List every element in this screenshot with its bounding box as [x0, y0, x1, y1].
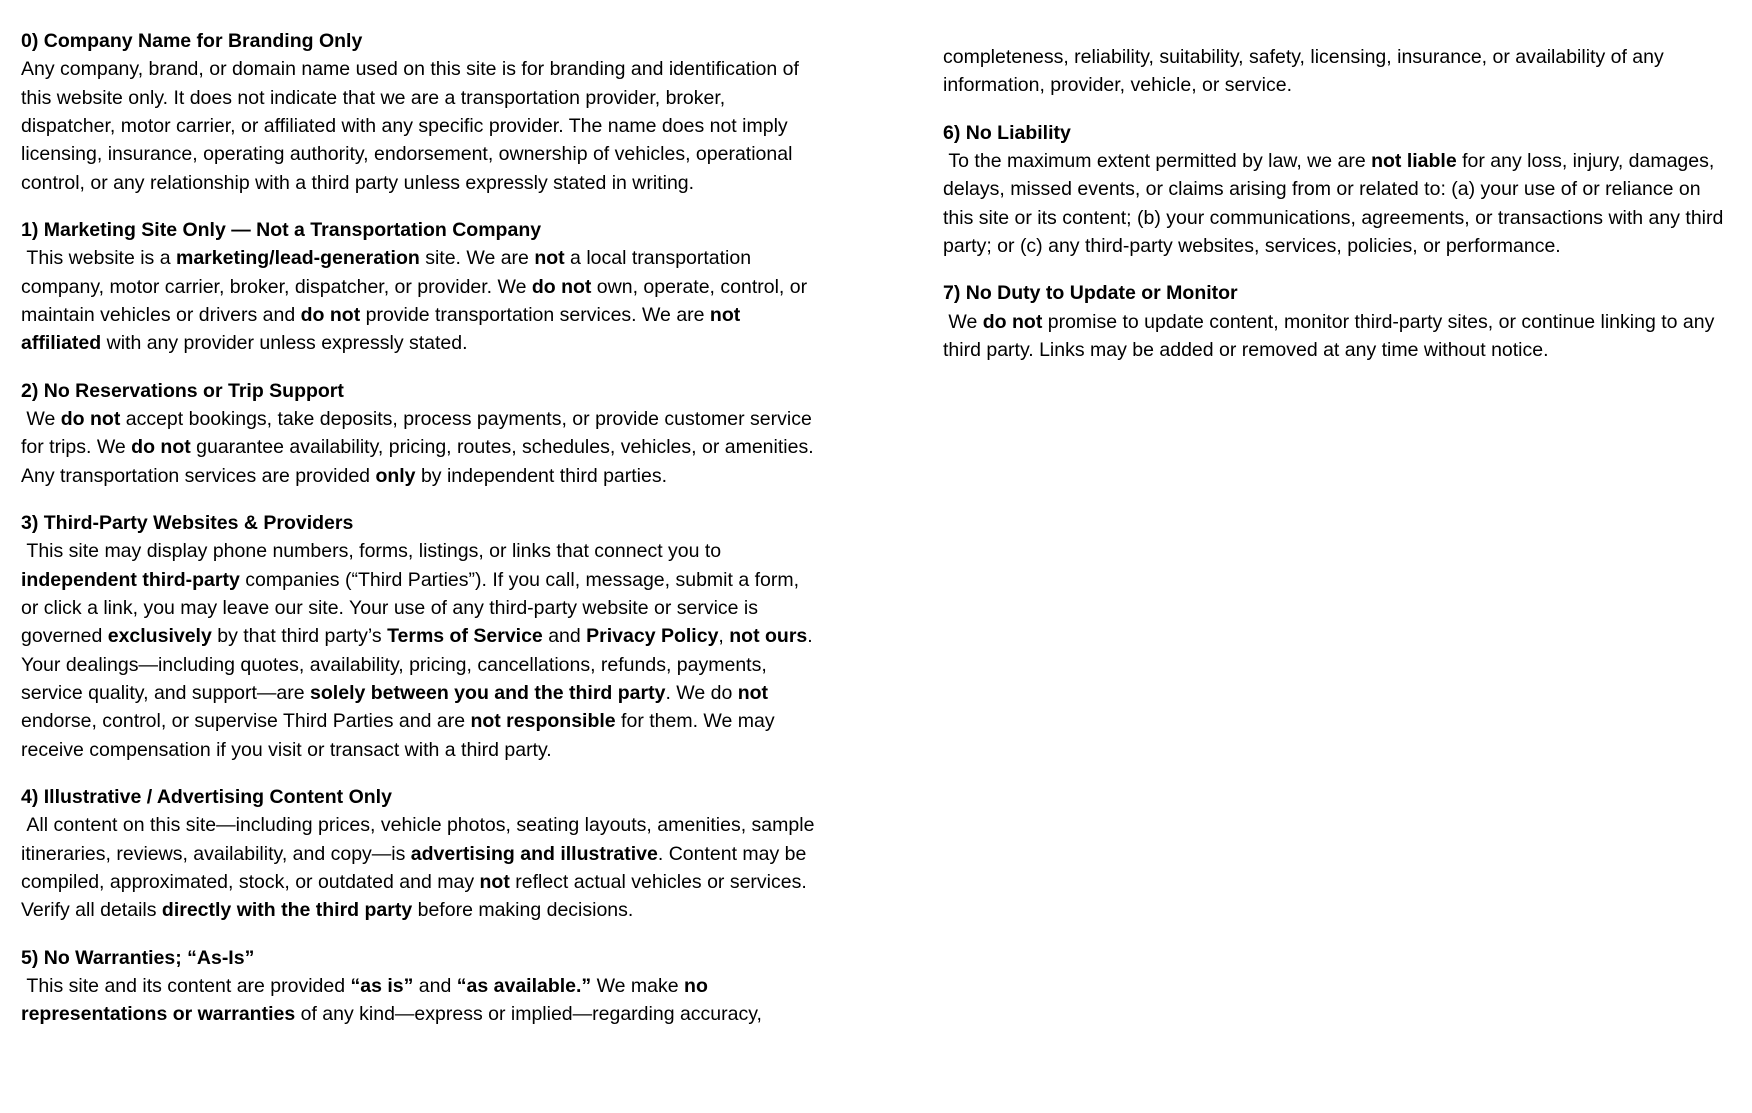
disclaimer-section: [21, 783, 821, 925]
section-paragraph: To the maximum extent permitted by law, we are not liable for any loss, injury, damages, delays, missed events, or claims arising from or related to: (a) your use of or reliance on this site or its content; (b) your communications, agreements, or transactions with any third party; or (c) any third-party websites, services, policies, or performance.: [943, 149, 1729, 257]
section-paragraph: We do not promise to update content, monitor third-party sites, or continue linking to any third party. Links may be added or removed at any time without notice.: [943, 310, 1720, 361]
disclaimer-section: [21, 509, 821, 764]
disclaimer-section: [21, 27, 821, 197]
section-paragraph: This site may display phone numbers, forms, listings, or links that connect you to independent third-party companies (“Third Parties”). If you call, message, submit a form, or click a link, you may leave our site. Your use of any third-party website or service is governed exclusively by that third party’s Terms of Service and Privacy Policy, not ours. Your dealings—including quotes, availability, pricing, cancellations, refunds, payments, service quality, and support—are solely between you and the third party. We do not endorse, control, or supervise Third Parties and are not responsible for them. We may receive compensation if you visit or transact with a third party.: [21, 540, 818, 761]
section-heading: 3) Third-Party Websites & Providers: [21, 511, 354, 534]
section-heading: 5) No Warranties; “As-Is”: [21, 946, 255, 969]
disclaimer-section: [943, 43, 1733, 100]
section-paragraph: This website is a marketing/lead-generation site. We are not a local transportation company, motor carrier, broker, dispatcher, or provider. We do not own, operate, control, or maintain vehicles or drivers and do not provide transportation services. We are not affiliated with any provider unless expressly stated.: [21, 247, 813, 355]
section-heading: 6) No Liability: [943, 121, 1071, 144]
section-paragraph: completeness, reliability, suitability, safety, licensing, insurance, or availability of any information, provider, vehicle, or service.: [943, 46, 1670, 97]
disclaimer-section: [943, 279, 1733, 364]
section-heading: 1) Marketing Site Only — Not a Transportation Company: [21, 218, 542, 241]
section-paragraph: This site and its content are provided “as is” and “as available.” We make no representations or warranties of any kind—express or implied—regarding accuracy,: [21, 974, 762, 1026]
section-paragraph: We do not accept bookings, take deposits, process payments, or provide customer service for trips. We do not guarantee availability, pricing, routes, schedules, vehicles, or amenities. Any transportation services are provided only by independent third parties.: [21, 407, 818, 487]
disclaimer-section: [943, 119, 1733, 261]
disclaimer-section: [21, 377, 821, 490]
section-heading: 4) Illustrative / Advertising Content Only: [21, 785, 392, 808]
section-heading: 7) No Duty to Update or Monitor: [943, 282, 1238, 305]
section-paragraph: All content on this site—including prices, vehicle photos, seating layouts, amenities, sample itineraries, reviews, availability, and copy—is advertising and illustrative. Content may be compiled, approximated, stock, or outdated and may not reflect actual vehicles or services. Verify all details directly with the third party before making decisions.: [21, 814, 820, 922]
section-paragraph: Any company, brand, or domain name used on this site is for branding and identification of this website only. It does not indicate that we are a transportation provider, broker, dispatcher, motor carrier, or affiliated with any specific provider. The name does not imply licensing, insurance, operating authority, endorsement, ownership of vehicles, operational control, or any relationship with a third party unless expressly stated in writing.: [21, 58, 805, 194]
column-left: [21, 27, 821, 1029]
column-right: [943, 27, 1733, 1029]
section-heading: 0) Company Name for Branding Only: [21, 30, 363, 52]
disclaimer-section: [21, 216, 821, 358]
section-heading: 2) No Reservations or Trip Support: [21, 379, 344, 402]
disclaimer-section: [21, 944, 821, 1029]
